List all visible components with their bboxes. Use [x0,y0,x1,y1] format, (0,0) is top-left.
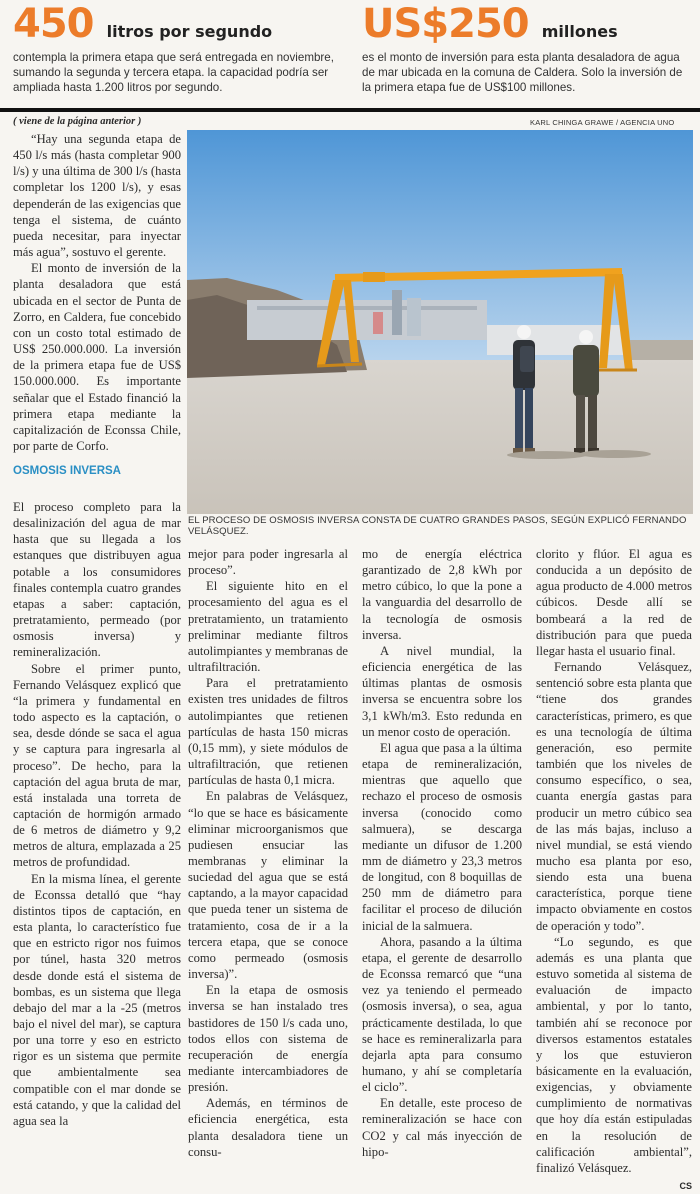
paragraph: Además, en términos de eficiencia energética, esta planta desaladora tiene un consu- [188,1096,348,1159]
paragraph: clorito y flúor. El agua es conducida a un depósito de agua producto de 4.000 metros cúbicos. Desde allí se bombeará a la red de distribución para que pueda llegar hasta el usuario final. [536,547,692,658]
paragraph: En la misma línea, el gerente de Econssa detalló que “hay distintos tipos de captación, en esta planta, lo característico fue que en estricto rigor nos fuimos por túnel, hasta 320 metros desde donde está el sistema de bombas, es un sistema que llega debajo del mar a la -25 (metros bajo el nivel del mar), se captura por una torre y eso en estricto rigor es un sistema que permite que ambientalmente sea compatible con el mar donde se está catando, y que la calidad del agua sea la [13,871,181,1128]
paragraph: Fernando Velásquez, sentenció sobre esta planta que “tiene dos grandes características, primero, es que es una tecnología de última generación, eso permite también que los niveles de consumo específico, o sea, cuanta energía gastas para producir un metro cúbico sea de las más bajas, incluso a nivel mundial, se está viendo mucho esa planta por eso, siendo esta una buena característica, porque tiene impacto obviamente en costos de operación y todo”. [536,660,692,933]
paragraph: mejor para poder ingresarla al proceso”. [188,547,348,578]
article-column-3 [362,546,522,1160]
stat-investment-number: US$250 [362,1,529,47]
paragraph: “Hay una segunda etapa de 450 l/s más (hasta completar 900 l/s) y una última de 300 l/s (hasta completar los 1200 l/s), y esas dependerán de las exigencias que tenga el sistema, de cuánto pueda necesitar, para inyectar más agua”, sostuvo el gerente. [13,132,181,260]
paragraph: Sobre el primer punto, Fernando Velásquez explicó que “la primera y fundamental en todo aspecto es la captación, o sea, desde dónde se saca el agua y se captura para ingresarla al proceso”. De hecho, para la captación del agua bruta de mar, está instalada una torreta de captación de hormigón armado de 6 metros de diámetro y 9,2 metros de altura, emplazada a 25 metros de profundidad. [13,661,181,870]
paragraph: En la etapa de osmosis inversa se han instalado tres bastidores de 150 l/s cada uno, todos ellos con sistema de recuperación de energía mediante intercambiadores de presión. [188,983,348,1095]
paragraph: El monto de inversión de la planta desaladora que está ubicada en el sector de Punta de Zorro, en Caldera, fue concebido con un costo total estimado de US$ 250.000.000. La inversión de la primera etapa fue de US$ 150.000.000. Es importante señalar que el Estado financió la primera etapa mediante la capitalización de Econssa Chile, por parte de Corfo. [13,261,181,453]
paragraph: A nivel mundial, la eficiencia energética de las últimas plantas de osmosis inversa se encuentra sobre los 3,1 kWh/m3. Esto redunda en un menor costo de operación. [362,643,522,739]
desalination-plant-photo [187,130,693,514]
paragraph: “Lo segundo, es que además es una planta que estuvo sometida al sistema de evaluación de impacto ambiental, y por lo tanto, también ahí se reconoce por diversos estamentos estatales y los que estuvieron básicamente en la evaluación, exigencias, y obviamente cumplimiento de normativas que hoy día están estipuladas en la resolución de calificación ambiental”, finalizó Velásquez. [536,934,692,1175]
photo-caption: EL PROCESO DE OSMOSIS INVERSA CONSTA DE CUATRO GRANDES PASOS, SEGÚN EXPLICÓ FERNANDO VELÁSQUEZ. [188,515,687,537]
stat-investment-unit: millones [541,22,618,41]
stat-investment [362,0,692,106]
photo-illustration [187,130,693,514]
paragraph: El siguiente hito en el procesamiento del agua es el pretratamiento, un tratamiento preliminar mediante filtros autolimpiantes y membranas de ultrafiltración. [188,579,348,675]
stat-liters-description: contempla la primera etapa que será entregada en noviembre, sumando la segunda y tercera etapa. la capacidad podría ser ampliada hasta 1.200 litros por segundo. [13,51,334,95]
subhead-osmosis: OSMOSIS INVERSA [13,465,121,478]
paragraph: mo de energía eléctrica garantizado de 2,8 kWh por metro cúbico, lo que la pone a la vanguardia del desarrollo de la tecnología de osmosis inversa. [362,547,522,642]
paragraph: En palabras de Velásquez, “lo que se hace es básicamente eliminar microorganismos que pudiesen ensuciar las membranas y eliminar la suciedad del agua que se está captando, a la mayor capacidad que pueda tener un sistema de tratamiento, cosa de ir a la tercera etapa, que se conoce como permeado (osmosis inversa)”. [188,789,348,982]
end-mark: CS [679,1181,692,1192]
header-divider [0,108,700,112]
paragraph: El proceso completo para la desalinización del agua de mar hasta que su llegada a los estanques que distribuyen agua potable a los consumidores finales contempla cuatro grandes etapas a saber: captación, pretratamiento, permeado (por osmosis inversa) y remineralización. [13,500,181,660]
paragraph: El agua que pasa a la última etapa de remineralización, mientras que aquello que rechazo el proceso de osmosis inversa (conocido como salmuera), se descarga mediante un difusor de 1.200 mm de diámetro y 23,3 metros de longitud, con 8 boquillas de 250 mm de diámetro para facilitar el proceso de dilución inicial de la salmuera. [362,740,522,933]
paragraph: En detalle, este proceso de remineralización se hace con CO2 y cal más inyección de hipo- [362,1096,522,1159]
stat-investment-description: es el monto de inversión para esta planta desaladora de agua de mar ubicada en la comuna de Caldera. Solo la inversión de la primera etapa fue de US$100 millones. [362,51,683,95]
article-column-1 [13,131,181,479]
stat-liters-number: 450 [13,1,94,47]
stat-liters [13,0,341,106]
article-column-1-continued [13,499,181,1129]
article-column-2 [188,546,348,1160]
stat-liters-unit: litros por segundo [106,22,273,41]
article-column-4 [536,546,692,1194]
photo-credit: KARL CHINGA GRAWE / AGENCIA UNO [530,118,675,127]
continuation-note: ( viene de la página anterior ) [13,116,142,127]
paragraph: Ahora, pasando a la última etapa, el gerente de desarrollo de Econssa remarcó que “una vez ya teniendo el permeado (osmosis inversa), o sea, agua prácticamente destilada, lo que se hace es remineralizarla para dejarla apta para consumo humano, y ahí se completaría el ciclo”. [362,934,522,1095]
paragraph: Para el pretratamiento existen tres unidades de filtros autolimpiantes que retienen partículas de hasta 150 micras (0,15 mm), y siete módulos de ultrafiltración, que retienen partículas de hasta 0,1 micra. [188,676,348,788]
